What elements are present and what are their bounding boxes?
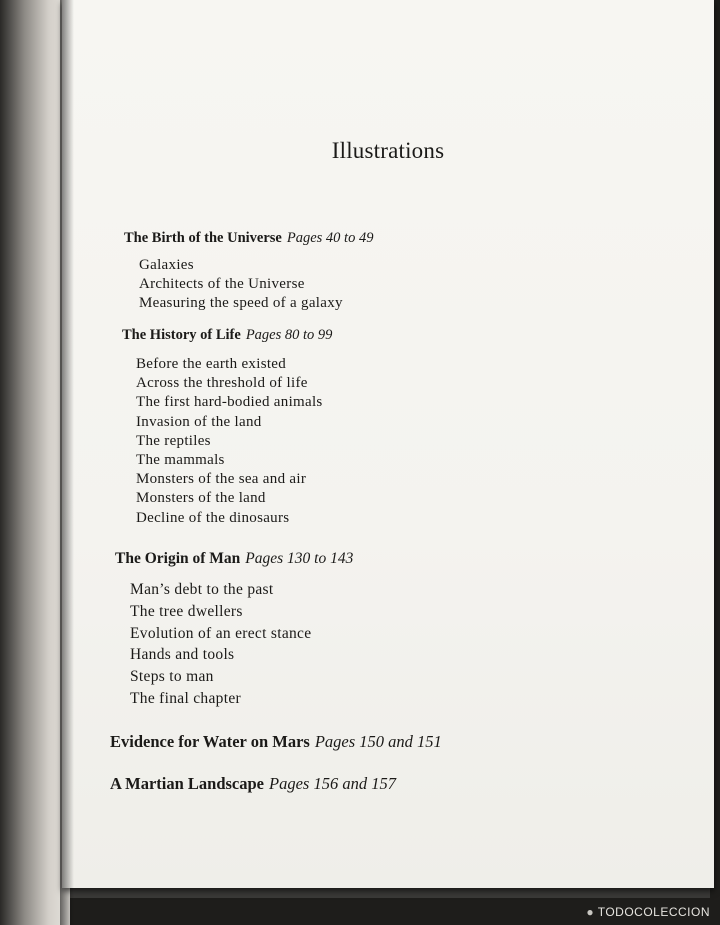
section-pages: Pages 156 and 157 bbox=[269, 774, 396, 793]
list-item: Decline of the dinosaurs bbox=[136, 509, 290, 526]
list-item: Before the earth existed bbox=[136, 356, 287, 372]
section-pages: Pages 130 to 143 bbox=[245, 550, 354, 567]
section-pages: Pages 40 to 49 bbox=[286, 230, 374, 246]
list-item: Across the threshold of life bbox=[136, 375, 308, 392]
section-pages: Pages 80 to 99 bbox=[245, 327, 333, 343]
section-heading bbox=[110, 732, 442, 752]
gutter-shadow bbox=[60, 0, 74, 925]
section-heading bbox=[124, 230, 373, 247]
list-item: Hands and tools bbox=[130, 646, 235, 664]
section-title: The Birth of the Universe bbox=[124, 230, 282, 246]
section-heading bbox=[122, 327, 332, 344]
page-title: Illustrations bbox=[331, 138, 445, 163]
section-title: The History of Life bbox=[122, 327, 241, 343]
watermark bbox=[586, 905, 710, 919]
list-item: Invasion of the land bbox=[136, 413, 262, 430]
page-content bbox=[62, 0, 714, 888]
list-item: The reptiles bbox=[136, 432, 211, 449]
list-item: Galaxies bbox=[139, 257, 194, 273]
list-item: The first hard-bodied animals bbox=[136, 394, 323, 411]
list-item: Architects of the Universe bbox=[139, 276, 305, 293]
section-heading bbox=[110, 774, 396, 794]
book-page bbox=[62, 0, 714, 888]
section-title: The Origin of Man bbox=[115, 550, 241, 567]
list-item: Monsters of the sea and air bbox=[136, 471, 307, 488]
list-item: The tree dwellers bbox=[130, 602, 243, 620]
section-items bbox=[130, 579, 311, 710]
list-item: Steps to man bbox=[130, 668, 214, 686]
list-item: Man’s debt to the past bbox=[130, 581, 274, 598]
list-item: Evolution of an erect stance bbox=[130, 624, 312, 642]
list-item: The mammals bbox=[136, 451, 225, 468]
list-item: The final chapter bbox=[130, 689, 241, 707]
list-item: Monsters of the land bbox=[136, 490, 266, 507]
section-items bbox=[136, 355, 323, 528]
book-edge bbox=[70, 888, 710, 898]
list-item: Measuring the speed of a galaxy bbox=[139, 295, 343, 312]
section-items bbox=[139, 256, 343, 314]
watermark-icon: ● bbox=[586, 905, 598, 919]
section-pages: Pages 150 and 151 bbox=[314, 732, 442, 751]
section-title: A Martian Landscape bbox=[110, 774, 265, 793]
watermark-text: TODOCOLECCION bbox=[597, 905, 710, 919]
section-title: Evidence for Water on Mars bbox=[110, 732, 310, 751]
section-heading bbox=[115, 550, 353, 568]
